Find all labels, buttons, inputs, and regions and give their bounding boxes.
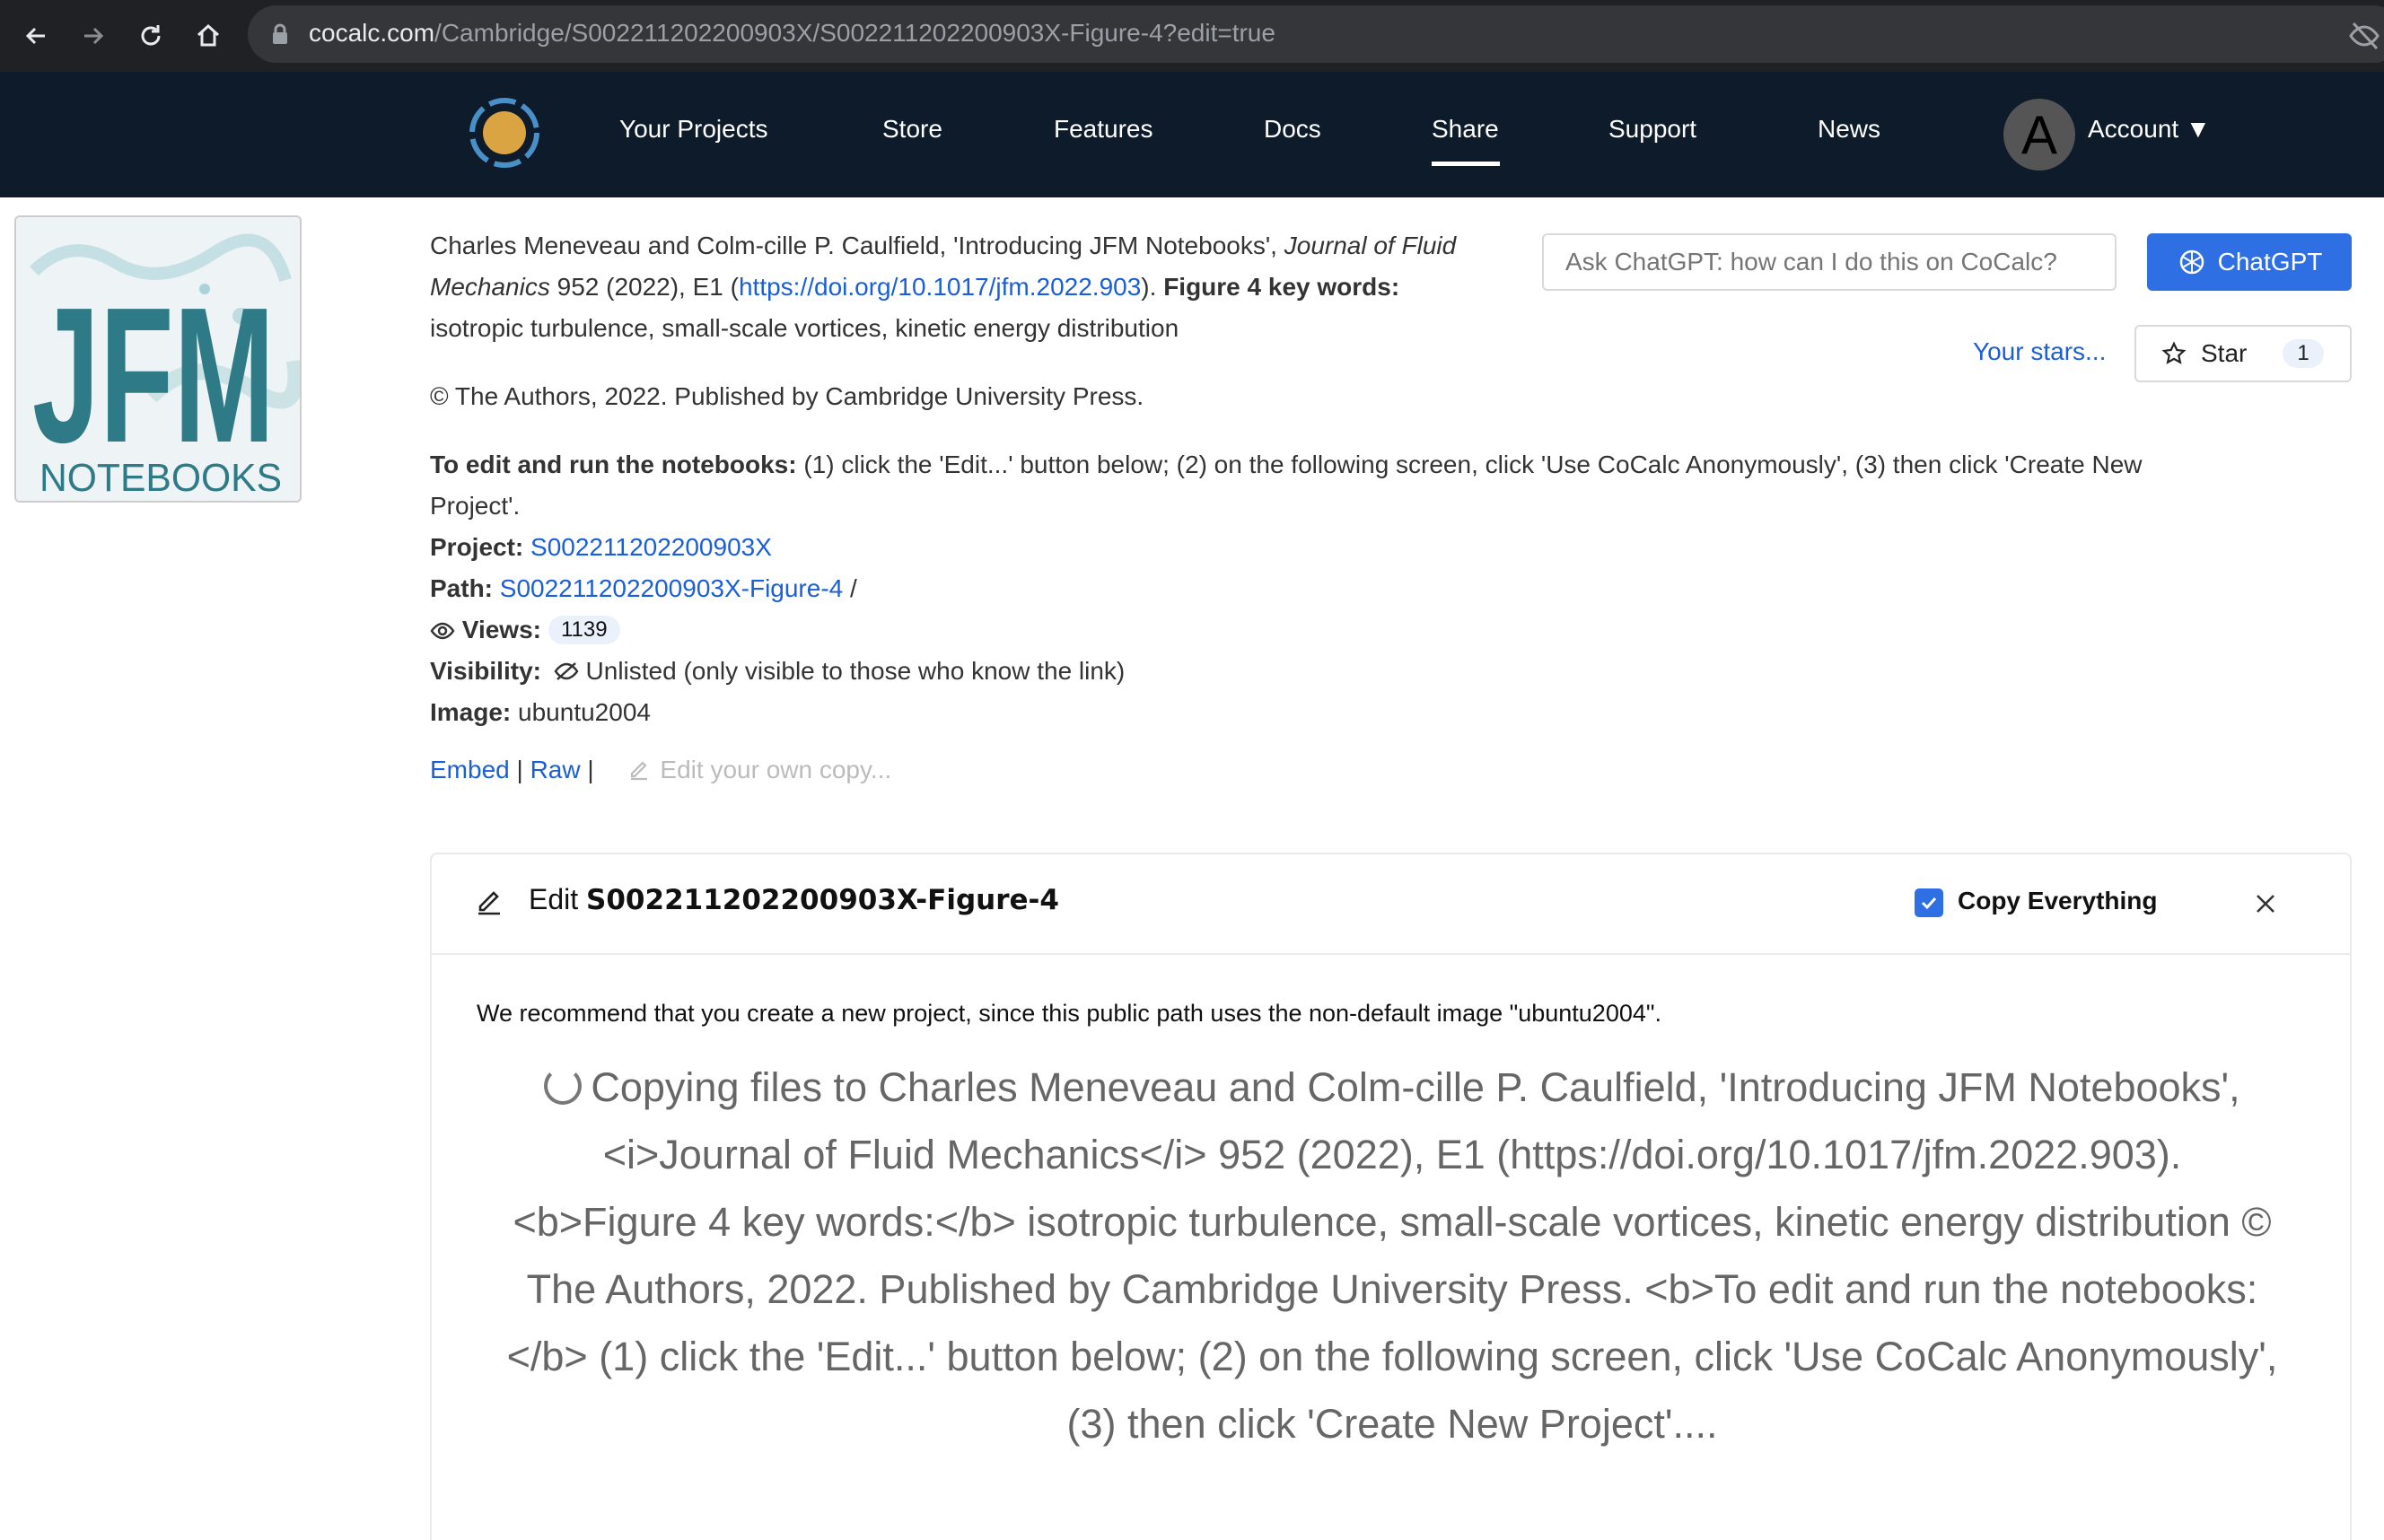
edit-icon <box>475 887 504 915</box>
eye-icon <box>430 622 455 640</box>
eye-invisible-icon <box>554 661 579 681</box>
views-row: Views: 1139 <box>430 616 620 644</box>
nav-store[interactable]: Store <box>882 115 942 143</box>
svg-text:NOTEBOOKS: NOTEBOOKS <box>39 456 282 500</box>
image-row: Image: ubuntu2004 <box>430 698 651 726</box>
copy-everything-checkbox[interactable] <box>1915 888 1943 917</box>
nav-share[interactable]: Share <box>1432 115 1499 143</box>
nav-support[interactable]: Support <box>1608 115 1697 143</box>
edit-panel <box>430 853 2352 1540</box>
project-row: Project: S002211202200903X <box>430 533 772 561</box>
your-stars-link[interactable]: Your stars... <box>1973 337 2107 365</box>
doi-link[interactable]: https://doi.org/10.1017/jfm.2022.903 <box>738 273 1142 301</box>
path-row: Path: S002211202200903X-Figure-4 / <box>430 574 857 602</box>
home-icon[interactable] <box>188 16 228 56</box>
address-bar[interactable] <box>248 5 2384 63</box>
star-button[interactable]: Star 1 <box>2134 325 2352 382</box>
edit-copy-link[interactable]: Edit your own copy... <box>627 756 891 783</box>
copyright-text: © The Authors, 2022. Published by Cambridge University Press. <box>430 382 1144 410</box>
recommend-message: We recommend that you create a new project, since this public path uses the non-default image "ubuntu2004". <box>477 1000 1661 1027</box>
nav-docs[interactable]: Docs <box>1264 115 1321 143</box>
copy-everything-label[interactable]: Copy Everything <box>1958 887 2158 914</box>
avatar[interactable]: A <box>2003 99 2075 171</box>
top-navigation <box>0 72 2384 197</box>
forward-icon[interactable] <box>74 16 113 56</box>
views-count-badge: 1139 <box>548 616 620 644</box>
copying-status: Copying files to Charles Meneveau and Colm-cille P. Caulfield, 'Introducing JFM Notebooks', <i>Journal of Fluid Mechanics</i> 952 (2022), E1 (https://doi.org/10.1017/jfm.2022.903). <b>Figure 4 key words:</b> isotropic turbulence, small-scale vortices, kinetic energy distribution © The Authors, 2022. Published by Cambridge University Press. <b>To edit and run the notebooks: </b> (1) click the 'Edit...' button below; (2) on the following screen, click 'Use CoCalc Anonymously', (3) then click 'Create New Project'.... <box>506 1064 2278 1447</box>
path-link[interactable]: S002211202200903X-Figure-4 <box>499 574 844 602</box>
lock-icon <box>271 23 289 49</box>
svg-text:JFM: JFM <box>32 267 275 483</box>
reload-icon[interactable] <box>131 16 171 56</box>
close-icon[interactable] <box>2254 888 2277 923</box>
chatgpt-button[interactable]: ChatGPT <box>2147 233 2352 291</box>
jfm-notebooks-logo <box>14 215 302 503</box>
citation-line-2: Mechanics 952 (2022), E1 (https://doi.org/10.1017/jfm.2022.903). Figure 4 key words: <box>430 273 1400 301</box>
citation-keywords: isotropic turbulence, small-scale vortices, kinetic energy distribution <box>430 314 1179 342</box>
openai-icon <box>2177 247 2207 277</box>
embed-link[interactable]: Embed <box>430 756 510 783</box>
project-link[interactable]: S002211202200903X <box>530 533 772 561</box>
chatgpt-input[interactable] <box>1542 233 2117 291</box>
raw-link[interactable]: Raw <box>530 756 581 783</box>
action-links: Embed | Raw | Edit your own copy... <box>430 756 892 783</box>
tracking-eye-off-icon[interactable] <box>2348 20 2380 57</box>
nav-features[interactable]: Features <box>1054 115 1153 143</box>
nav-active-indicator <box>1432 162 1500 166</box>
star-icon <box>2161 341 2187 366</box>
loading-spinner-icon <box>544 1067 582 1105</box>
instructions-line-1: To edit and run the notebooks: (1) click the 'Edit...' button below; (2) on the following screen, click 'Use CoCalc Anonymously', (3) then click 'Create New <box>430 451 2143 478</box>
browser-toolbar <box>0 0 2384 72</box>
nav-news[interactable]: News <box>1818 115 1881 143</box>
back-icon[interactable] <box>16 16 56 56</box>
citation-line-1: Charles Meneveau and Colm-cille P. Caulfield, 'Introducing JFM Notebooks', Journal of Fluid <box>430 232 1457 259</box>
nav-your-projects[interactable]: Your Projects <box>619 115 768 143</box>
url-text: cocalc.com/Cambridge/S002211202200903X/S002211202200903X-Figure-4?edit=true <box>309 19 1275 47</box>
star-count-badge: 1 <box>2283 339 2323 368</box>
edit-panel-title: Edit S002211202200903X-Figure-4 <box>529 883 1059 916</box>
account-menu[interactable]: Account ▼ <box>2088 115 2211 143</box>
visibility-row: Visibility: Unlisted (only visible to those who know the link) <box>430 657 1126 685</box>
edit-panel-header <box>432 854 2350 955</box>
instructions-line-2: Project'. <box>430 492 521 520</box>
edit-icon <box>627 757 651 781</box>
cocalc-logo-icon[interactable] <box>467 95 542 171</box>
